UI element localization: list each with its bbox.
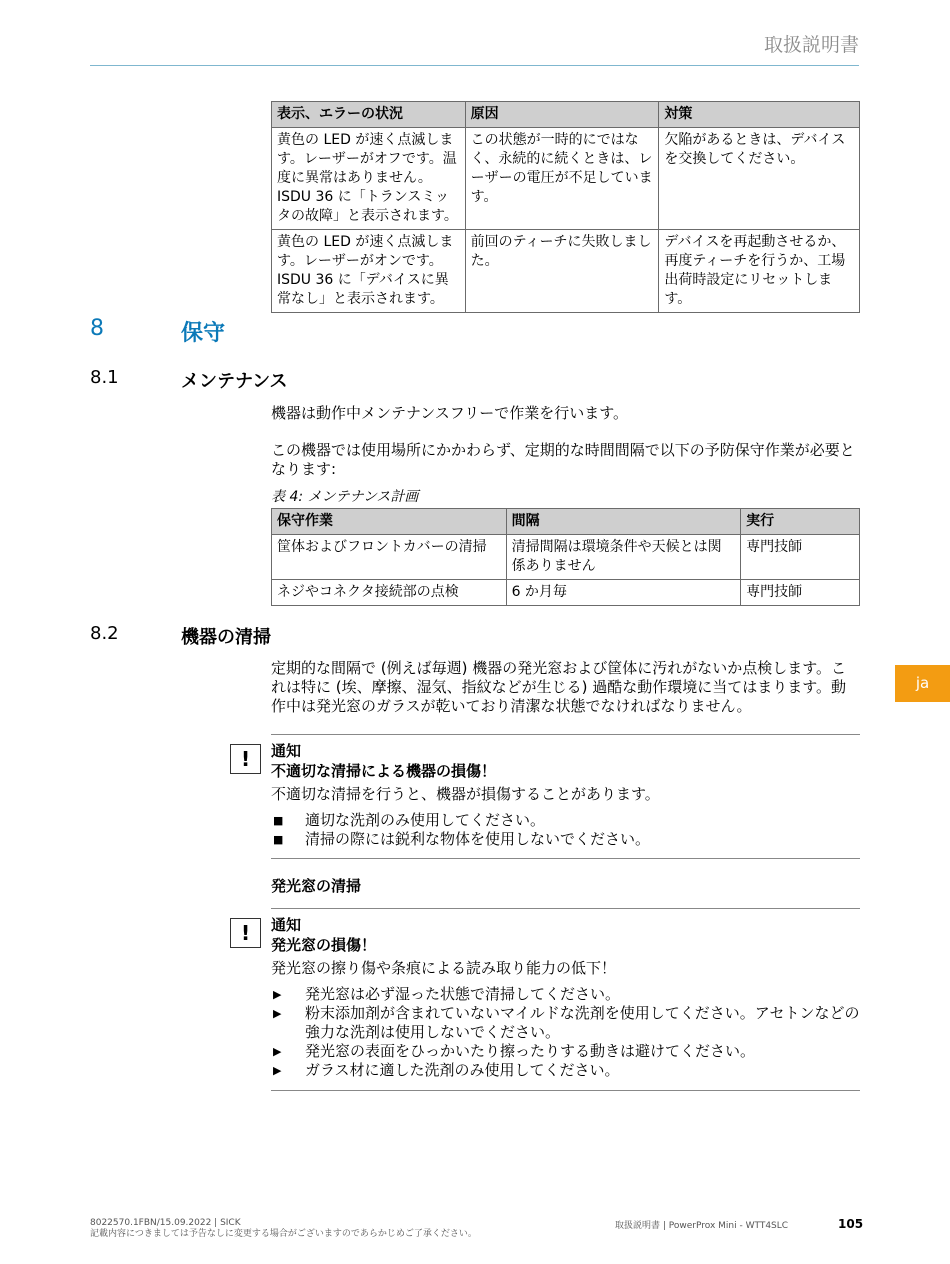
subsection-number: 8.2: [90, 623, 119, 644]
table-row: [272, 230, 860, 313]
maintenance-table: [271, 508, 860, 606]
list-item: [271, 1061, 861, 1080]
subsection-number: 8.1: [90, 367, 119, 388]
table-cell: この状態が一時的にではなく、永続的に続くときは、レーザーの電圧が不足しています。: [465, 128, 659, 230]
subheading: 発光窓の清掃: [271, 877, 362, 895]
list-item: [271, 811, 861, 830]
notice-list: [271, 811, 861, 849]
notice-list: [271, 985, 861, 1080]
notice-label: 通知: [271, 916, 302, 934]
list-item-text: 適切な洗剤のみ使用してください。: [305, 811, 546, 829]
table-cell: 清掃間隔は環境条件や天候とは関係ありません: [506, 535, 741, 580]
table-cell: 6 か月毎: [506, 580, 741, 606]
header-title: 取扱説明書: [763, 34, 859, 56]
list-item: [271, 1004, 861, 1042]
footer-left: [90, 1218, 477, 1240]
list-item-text: 発光窓は必ず湿った状態で清掃してください。: [305, 985, 621, 1003]
notice-bottom-rule: [271, 1090, 860, 1091]
language-tab[interactable]: ja: [895, 665, 950, 702]
table-cell: 筐体およびフロントカバーの清掃: [272, 535, 507, 580]
table-header: 実行: [741, 509, 860, 535]
list-item-text: ガラス材に適した洗剤のみ使用してください。: [305, 1061, 620, 1079]
subsection-title: メンテナンス: [181, 371, 288, 392]
notice-body: 不適切な清掃を行うと、機器が損傷することがあります。: [271, 785, 660, 803]
table-cell: ネジやコネクタ接続部の点検: [272, 580, 507, 606]
paragraph: 定期的な間隔で (例えば毎週) 機器の発光窓および筐体に汚れがないか点検します。これは特に (埃、摩擦、湿気、指紋などが生じる) 過酷な動作環境に当てはまります。動作中は発光窓のガラスが乾いており清潔な状態でなければなりません。: [271, 659, 847, 715]
table-header: 原因: [465, 102, 659, 128]
notice-title: 発光窓の損傷！: [271, 936, 377, 954]
table-cell: 黄色の LED が速く点滅します。レーザーがオンです。ISDU 36 に「デバイスに異常なし」と表示されます。: [272, 230, 466, 313]
square-bullet-icon: ■: [273, 814, 284, 827]
triangle-bullet-icon: ▶: [273, 1064, 282, 1077]
table-row: [272, 580, 860, 606]
table-header: 表示、エラーの状況: [272, 102, 466, 128]
table-header-row: [272, 509, 860, 535]
paragraph: 機器は動作中メンテナンスフリーで作業を行います。: [271, 404, 629, 422]
warning-exclamation-icon: !: [230, 918, 261, 948]
notice-title: 不適切な清掃による機器の損傷！: [271, 762, 497, 780]
table-cell: デバイスを再起動させるか、再度ティーチを行うか、工場出荷時設定にリセットします。: [659, 230, 860, 313]
notice-bottom-rule: [271, 858, 860, 859]
page-number: 105: [838, 1217, 864, 1231]
notice-body: 発光窓の擦り傷や条痕による読み取り能力の低下！: [271, 959, 617, 977]
list-item: [271, 985, 861, 1004]
table-cell: 専門技師: [741, 580, 860, 606]
error-table: [271, 101, 860, 313]
footer-doc-id: 8022570.1FBN/15.09.2022 | SICK: [90, 1218, 241, 1228]
table-cell: 欠陥があるときは、デバイスを交換してください。: [659, 128, 860, 230]
notice-label: 通知: [271, 742, 302, 760]
notice-top-rule: [271, 908, 860, 909]
table-cell: 専門技師: [741, 535, 860, 580]
warning-exclamation-icon: !: [230, 744, 261, 774]
list-item: [271, 830, 861, 849]
triangle-bullet-icon: ▶: [273, 1007, 282, 1020]
list-item-text: 粉末添加剤が含まれていないマイルドな洗剤を使用してください。アセトンなどの強力な洗剤は使用しないでください。: [305, 1004, 860, 1041]
header-rule: [90, 65, 859, 66]
section-number: 8: [90, 316, 104, 341]
table-cell: 黄色の LED が速く点滅します。レーザーがオフです。温度に異常はありません。ISDU 36 に「トランスミッタの故障」と表示されます。: [272, 128, 466, 230]
section-title: 保守: [181, 321, 226, 346]
subsection-title: 機器の清掃: [181, 627, 271, 648]
paragraph: この機器では使用場所にかかわらず、定期的な時間間隔で以下の予防保守作業が必要となります:: [271, 441, 855, 478]
notice-top-rule: [271, 734, 860, 735]
table-header: 保守作業: [272, 509, 507, 535]
table-header-row: [272, 102, 860, 128]
table-caption: 表 4: メンテナンス計画: [271, 489, 419, 505]
footer-document-title: 取扱説明書 | PowerProx Mini - WTT4SLC: [615, 1221, 789, 1231]
square-bullet-icon: ■: [273, 833, 284, 846]
table-cell: 前回のティーチに失敗しました。: [465, 230, 659, 313]
table-row: [272, 128, 860, 230]
triangle-bullet-icon: ▶: [273, 988, 282, 1001]
table-header: 間隔: [506, 509, 741, 535]
table-row: [272, 535, 860, 580]
footer-disclaimer: 記載内容につきましては予告なしに変更する場合がございますのであらかじめご了承ください。: [90, 1229, 477, 1239]
triangle-bullet-icon: ▶: [273, 1045, 282, 1058]
table-header: 対策: [659, 102, 860, 128]
list-item-text: 発光窓の表面をひっかいたり擦ったりする動きは避けてください。: [305, 1042, 756, 1060]
list-item-text: 清掃の際には鋭利な物体を使用しないでください。: [305, 830, 651, 848]
list-item: [271, 1042, 861, 1061]
